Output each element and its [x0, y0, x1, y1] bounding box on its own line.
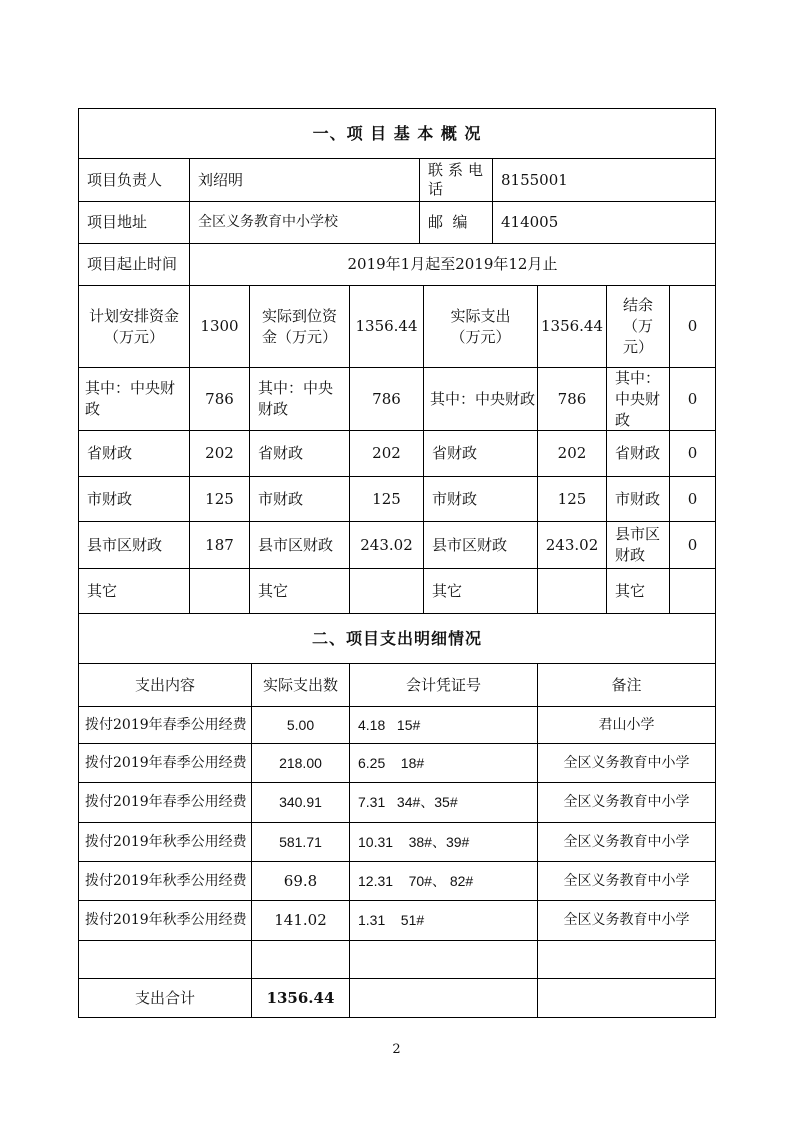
header-content: 支出内容 [134, 675, 195, 694]
funds-row-spent-label: 其它 [432, 581, 463, 600]
table-row-note: 全区义务教育中小学 [563, 794, 690, 810]
funds-row-planned [190, 569, 249, 613]
funds-row-spent [538, 569, 606, 613]
table-row-voucher: 12.31 70#、 82# [358, 872, 474, 889]
actual-funds-label: 实际到位资金（万元） [261, 306, 337, 346]
spent-funds-label: 实际支出（万元） [450, 306, 511, 346]
funds-row-balance-label: 市财政 [615, 489, 661, 508]
address-label: 项目地址 [87, 213, 148, 231]
table-row-amount: 69.8 [283, 871, 318, 890]
funds-row-spent-label: 其中：中央财政 [430, 389, 536, 408]
funds-row-balance-label: 省财政 [615, 444, 661, 462]
leader-value: 刘绍明 [198, 170, 244, 189]
table-row-voucher: 10.31 38#、39# [358, 833, 470, 850]
table-row-note: 全区义务教育中小学 [563, 754, 690, 771]
postcode-label: 邮 编 [428, 213, 468, 231]
header-voucher: 会计凭证号 [405, 675, 481, 694]
funds-row-planned: 786 [205, 389, 234, 408]
funds-row-spent: 786 [557, 389, 587, 408]
postcode-value: 414005 [501, 213, 559, 231]
table-row-amount: 141.02 [274, 911, 327, 929]
table-row-amount: 5.00 [286, 716, 315, 733]
funds-row-label: 县市区财政 [87, 535, 163, 554]
table-row-voucher: 7.31 34#、35# [358, 794, 458, 810]
funds-row-balance: 0 [687, 489, 698, 508]
table-row-amount: 581.71 [279, 833, 322, 850]
funds-row-planned: 125 [205, 489, 234, 508]
funds-row-balance: 0 [687, 444, 698, 462]
balance-total: 0 [687, 317, 698, 335]
funds-row-actual: 243.02 [360, 535, 413, 554]
funds-row-spent-label: 市财政 [432, 489, 478, 508]
funds-row-actual: 786 [372, 389, 401, 408]
funds-row-actual: 202 [372, 444, 401, 462]
section1-title: 一、项 目 基 本 概 况 [312, 124, 482, 143]
table-row-content: 拨付2019年秋季公用经费 [85, 872, 247, 889]
funds-row-planned: 187 [205, 535, 234, 554]
period-value: 2019年1月起至2019年12月止 [347, 255, 558, 273]
funds-row-actual: 125 [372, 489, 401, 508]
table-row-content: 拨付2019年春季公用经费 [85, 716, 247, 733]
table-row-voucher: 4.18 15# [358, 716, 421, 733]
page-number: 2 [392, 1042, 401, 1057]
funds-row-spent-label: 县市区财政 [432, 535, 508, 554]
funds-row-balance [670, 569, 715, 613]
table-row-content: 拨付2019年秋季公用经费 [85, 833, 247, 850]
leader-label: 项目负责人 [87, 170, 163, 189]
spent-funds-total: 1356.44 [540, 317, 604, 335]
funds-row-balance: 0 [687, 535, 698, 554]
funds-row-spent-label: 省财政 [432, 444, 478, 462]
total-label: 支出合计 [134, 988, 195, 1007]
funds-row-actual-label: 省财政 [258, 444, 304, 462]
table-row-note: 全区义务教育中小学 [563, 833, 690, 850]
funds-row-actual-label: 市财政 [258, 489, 304, 508]
funds-row-spent: 202 [557, 444, 587, 462]
funds-row-balance: 0 [687, 389, 698, 408]
funds-row-balance-label: 其中：中央财政 [615, 368, 661, 429]
funds-row-label: 其中：中央财政 [85, 379, 176, 418]
address-value: 全区义务教育中小学校 [198, 214, 338, 230]
header-note: 备注 [611, 675, 642, 694]
balance-label: 结余（万元） [622, 296, 653, 356]
funds-row-actual-label: 其中：中央财政 [258, 379, 334, 418]
funds-row-planned: 202 [205, 444, 234, 462]
table-row-content: 拨付2019年春季公用经费 [85, 754, 247, 771]
table-row-amount: 340.91 [279, 794, 322, 810]
table-row-amount: 218.00 [279, 754, 322, 771]
table-row-note: 君山小学 [598, 716, 655, 733]
period-label: 项目起止时间 [87, 255, 178, 273]
funds-row-label: 市财政 [87, 489, 133, 508]
funds-row-spent: 125 [557, 489, 587, 508]
section2-title: 二、项目支出明细情况 [311, 629, 482, 648]
phone-value: 8155001 [501, 170, 568, 189]
funds-row-label: 其它 [87, 581, 118, 600]
actual-funds-total: 1356.44 [355, 317, 418, 335]
funds-row-actual-label: 县市区财政 [258, 535, 334, 554]
funds-row-actual-label: 其它 [258, 581, 289, 600]
funds-row-balance-label: 其它 [615, 581, 646, 600]
table-row-voucher: 6.25 18# [358, 754, 425, 771]
table-row-content: 拨付2019年秋季公用经费 [85, 912, 247, 928]
total-value: 1356.44 [266, 988, 335, 1007]
funds-row-actual [350, 569, 423, 613]
funds-row-balance-label: 县市区财政 [615, 525, 661, 564]
planned-funds-label: 计划安排资金（万元） [88, 306, 179, 346]
table-row-content: 拨付2019年春季公用经费 [85, 794, 247, 810]
table-row-note: 全区义务教育中小学 [563, 912, 690, 928]
phone-label: 联系电话 [428, 161, 489, 198]
funds-row-label: 省财政 [87, 444, 133, 462]
planned-funds-total: 1300 [200, 317, 239, 335]
table-row-voucher: 1.31 51# [358, 912, 425, 928]
header-amount: 实际支出数 [262, 675, 338, 694]
funds-row-spent: 243.02 [545, 535, 599, 554]
table-row-note: 全区义务教育中小学 [563, 872, 690, 889]
